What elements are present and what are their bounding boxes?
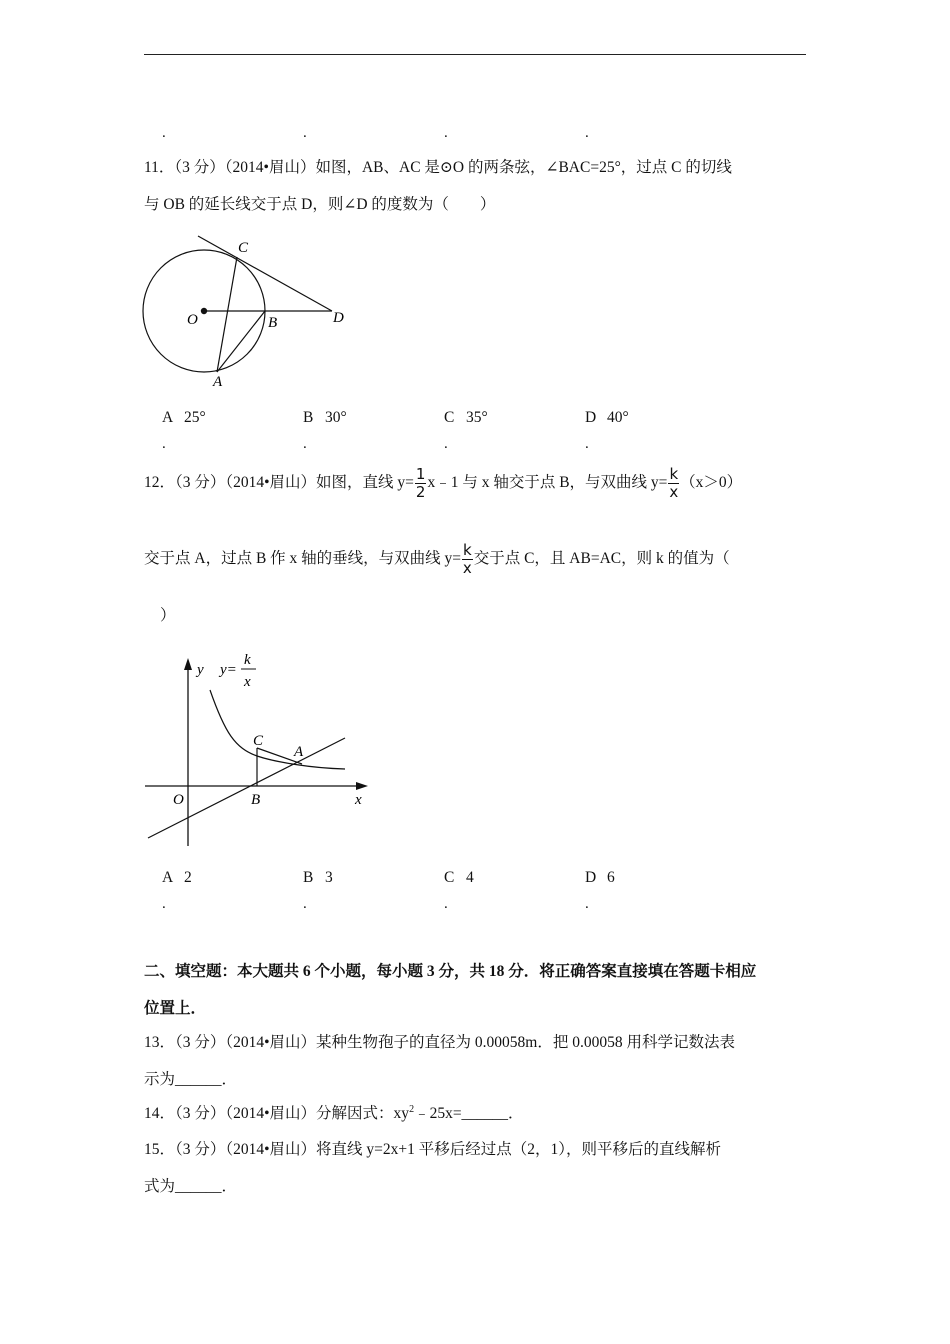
q11-stem-line1: 11．（3 分）（2014•眉山）如图，AB、AC 是⊙O 的两条弦，∠BAC=25°，过点 C 的切线 — [144, 159, 732, 176]
q12-option-dot: . — [444, 896, 448, 912]
label-b: B — [251, 792, 261, 808]
center-point — [201, 308, 207, 314]
q12-option-dot: . — [303, 896, 307, 912]
q12-option-dot: . — [162, 896, 166, 912]
label-o: O — [173, 792, 184, 808]
prev-option-dot: . — [303, 125, 307, 141]
q12-option-d[interactable]: D 6 — [585, 869, 615, 886]
q12-option-b[interactable]: B 3 — [303, 869, 333, 886]
header-rule — [144, 54, 806, 55]
label-c: C — [238, 240, 249, 256]
y-axis-arrow — [184, 658, 192, 670]
label-k: k — [244, 652, 251, 668]
q11-stem-line2: 与 OB 的延长线交于点 D，则∠D 的度数为（ ） — [144, 196, 496, 213]
q13-stem-line1: 13．（3 分）（2014•眉山）某种生物孢子的直径为 0.00058m．把 0.00058 用科学记数法表 — [144, 1034, 735, 1051]
prev-option-dot: . — [585, 125, 589, 141]
label-a: A — [294, 744, 304, 760]
q14-stem: 14．（3 分）（2014•眉山）分解因式：$xy^2﹣25x=\_\_\_\_\_\_$． — [144, 1103, 524, 1122]
q11-option-b[interactable]: B 30° — [303, 409, 347, 426]
x-axis-arrow — [356, 782, 368, 790]
label-c: C — [253, 733, 264, 749]
label-d: D — [333, 310, 344, 326]
q11-option-a[interactable]: A 25° — [162, 409, 206, 426]
line-y-half-x-minus-1 — [148, 738, 345, 838]
q15-stem-line2: 式为______． — [144, 1178, 238, 1195]
fraction-k-over-x: $\frac{k}{x}$ — [462, 541, 472, 577]
section2-heading-line1: 二、填空题：本大题共 6 个小题，每小题 3 分，共 18 分．将正确答案直接填在答题卡相应 — [144, 963, 757, 980]
q11-option-dot: . — [585, 436, 589, 452]
label-y: y — [197, 662, 204, 678]
label-o: O — [187, 312, 198, 328]
q11-option-dot: . — [162, 436, 166, 452]
label-y-equals: y= — [220, 662, 237, 678]
label-x: x — [355, 792, 362, 808]
q12-option-a[interactable]: A 2 — [162, 869, 192, 886]
q11-option-dot: . — [444, 436, 448, 452]
hyperbola-curve — [210, 690, 345, 769]
label-b: B — [268, 315, 278, 331]
label-a: A — [213, 374, 223, 390]
q12-option-c[interactable]: C 4 — [444, 869, 474, 886]
q11-option-d[interactable]: D 40° — [585, 409, 629, 426]
chord-ac — [217, 257, 237, 372]
q12-option-dot: . — [585, 896, 589, 912]
q12-figure — [140, 638, 380, 853]
q13-stem-line2: 示为______． — [144, 1071, 238, 1088]
q11-figure — [140, 228, 360, 393]
q12-stem-line2: 交于点 A，过点 B 作 x 轴的垂线，与双曲线 y= $\frac{k}{x}$ 交于点 C，且 AB=AC，则 k 的值为（ — [144, 541, 730, 577]
prev-option-dot: . — [444, 125, 448, 141]
fraction-k-over-x: $\frac{k}{x}$ — [669, 465, 679, 501]
q12-stem-line3: ） — [160, 607, 176, 624]
q11-option-dot: . — [303, 436, 307, 452]
chord-ab — [217, 311, 265, 372]
q11-option-c[interactable]: C 35° — [444, 409, 488, 426]
q12-stem-line1: 12．（3 分）（2014•眉山）如图，直线 y= $\frac{1}{2}$ x﹣1 与 x 轴交于点 B，与双曲线 y= $\frac{k}{x}$ （x＞0） — [144, 465, 743, 501]
q15-stem-line1: 15．（3 分）（2014•眉山）将直线 y=2x+1 平移后经过点（2，1），则平移后的直线解析 — [144, 1141, 722, 1158]
tangent-line — [198, 236, 332, 311]
label-x-den: x — [244, 674, 251, 690]
prev-option-dot: . — [162, 125, 166, 141]
fraction-one-half: $\frac{1}{2}$ — [415, 465, 426, 501]
section2-heading-line2: 位置上． — [144, 1000, 207, 1017]
